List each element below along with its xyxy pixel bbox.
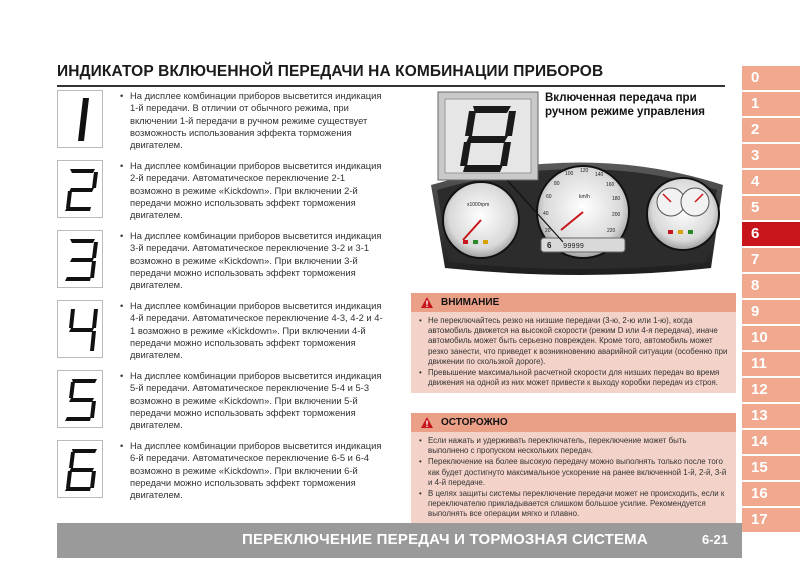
gear-row-3 xyxy=(57,230,387,296)
gear-digit-5-display xyxy=(57,370,103,428)
footer-section-title: ПЕРЕКЛЮЧЕНИЕ ПЕРЕДАЧ И ТОРМОЗНАЯ СИСТЕМА xyxy=(242,531,648,548)
gear-digit-1-display xyxy=(57,90,103,148)
speed-tick: 140 xyxy=(595,172,604,178)
chapter-tab-7[interactable]: 7 xyxy=(742,248,800,272)
chapter-tab-16[interactable]: 16 xyxy=(742,482,800,506)
title-divider xyxy=(57,85,725,87)
speed-tick: 20 xyxy=(545,228,551,234)
warning-box xyxy=(411,293,736,393)
gear-digit-4-display xyxy=(57,300,103,358)
speed-tick: 40 xyxy=(543,211,549,217)
gear-3-description: • На дисплее комбинации приборов высветится индикация 3-й передачи. Автоматическое переключение 3-2 и 3-1 возможно в режиме «Kickdown». При включении 3-й передачи можно использовать эффект торможения двигателем. xyxy=(120,230,385,291)
chapter-tab-14[interactable]: 14 xyxy=(742,430,800,454)
gear-digit-3-display xyxy=(57,230,103,288)
speed-tick: 120 xyxy=(580,168,589,174)
chapter-tab-13[interactable]: 13 xyxy=(742,404,800,428)
gear-row-6 xyxy=(57,440,387,506)
tacho-label: x1000rpm xyxy=(467,202,490,208)
caution-item: • В целях защиты системы переключение передачи может не происходить, если к переключателю прикладывается слишком большое усилие. Рекомендуется выполнять все операции мягко и плавно. xyxy=(419,489,728,520)
dashboard-caption: Включенная передача при ручном режиме управления xyxy=(545,92,706,118)
gear-2-description: • На дисплее комбинации приборов высветится индикация 2-й передачи. Автоматическое переключение 2-1 возможно в режиме «Kickdown». При включении 2-й передачи можно использовать эффект торможения двигателем. xyxy=(120,160,385,221)
chapter-tab-11[interactable]: 11 xyxy=(742,352,800,376)
lcd-odometer: 99999 xyxy=(563,243,585,251)
chapter-tab-2[interactable]: 2 xyxy=(742,118,800,142)
speed-unit: km/h xyxy=(579,194,590,200)
warning-triangle-icon xyxy=(420,296,434,309)
speed-tick: 200 xyxy=(612,212,621,218)
gear-row-1 xyxy=(57,90,387,156)
gear-row-4 xyxy=(57,300,387,366)
speed-tick: 100 xyxy=(565,171,574,177)
chapter-tab-12[interactable]: 12 xyxy=(742,378,800,402)
warning-header xyxy=(411,293,736,312)
page-title: ИНДИКАТОР ВКЛЮЧЕННОЙ ПЕРЕДАЧИ НА КОМБИНАЦИИ ПРИБОРОВ xyxy=(57,63,604,80)
speed-tick: 220 xyxy=(607,228,616,234)
warning-item: • Не переключайтесь резко на низшие передачи (3-ю, 2-ю или 1-ю), когда автомобиль движется на высокой скорости (режим D или 4-я передача), иначе автомобиль может быть серьезно поврежден. Кроме того, автомобиль может резко занести, что приведет к возникновению аварийной ситуации (особенно при движении по скользкой дороге). xyxy=(419,316,728,367)
chapter-tab-1[interactable]: 1 xyxy=(742,92,800,116)
gear-row-5 xyxy=(57,370,387,436)
gear-4-description: • На дисплее комбинации приборов высветится индикация 4-й передачи. Автоматическое переключение 4-3, 4-2 и 4-1 возможно в режиме «Kickdown». При включении 4-й передачи можно использовать эффект торможения двигателем. xyxy=(120,300,385,361)
caution-item: • Переключение на более высокую передачу можно выполнять только после того как будет достигнуто максимальное ускорение на ранее включенной 1-й, 2-й, 3-й и 4-й передаче. xyxy=(419,457,728,488)
caution-header xyxy=(411,413,736,432)
gear-digit-2-display xyxy=(57,160,103,218)
instrument-cluster-illustration xyxy=(423,90,743,290)
warning-item: • Превышение максимальной расчетной скорости для низших передач во время движения на одной из них может привести к выходу коробки передач из строя. xyxy=(419,368,728,388)
caution-triangle-icon xyxy=(420,416,434,429)
chapter-tab-5[interactable]: 5 xyxy=(742,196,800,220)
speed-tick: 180 xyxy=(612,196,621,202)
caution-item: • Если нажать и удерживать переключатель, переключение может быть выполнено с пропуском нескольких передач. xyxy=(419,436,728,456)
chapter-tab-10[interactable]: 10 xyxy=(742,326,800,350)
warning-heading: ВНИМАНИЕ xyxy=(441,297,500,308)
caution-box xyxy=(411,413,736,525)
gear-digit-6-display xyxy=(57,440,103,498)
speed-tick: 160 xyxy=(606,182,615,188)
chapter-tab-8[interactable]: 8 xyxy=(742,274,800,298)
chapter-tab-0[interactable]: 0 xyxy=(742,66,800,90)
page-footer xyxy=(57,523,742,558)
chapter-tab-4[interactable]: 4 xyxy=(742,170,800,194)
gear-5-description: • На дисплее комбинации приборов высветится индикация 5-й передачи. Автоматическое переключение 5-4 и 5-3 возможно в режиме «Kickdown». При включении 5-й передачи можно использовать эффект торможения двигателем. xyxy=(120,370,385,431)
speed-tick: 60 xyxy=(546,194,552,200)
gear-row-2 xyxy=(57,160,387,226)
speed-tick: 80 xyxy=(554,181,560,187)
page-number: 6-21 xyxy=(702,532,729,547)
lcd-gear-readout: 6 xyxy=(547,241,552,250)
gear-6-description: • На дисплее комбинации приборов высветится индикация 6-й передачи. Автоматическое переключение 6-5 и 6-4 возможно в режиме «Kickdown». При включении 6-й передачи можно использовать эффект торможения двигателем. xyxy=(120,440,385,501)
chapter-tab-17[interactable]: 17 xyxy=(742,508,800,532)
gear-1-description: • На дисплее комбинации приборов высветится индикация 1-й передачи. В отличии от обычного режима, при включении 1-й передачи в ручном режиме существует возможность использования эффекта торможения двигателем. xyxy=(120,90,385,151)
chapter-tab-15[interactable]: 15 xyxy=(742,456,800,480)
chapter-tab-9[interactable]: 9 xyxy=(742,300,800,324)
caution-heading: ОСТОРОЖНО xyxy=(441,417,508,428)
chapter-tabs xyxy=(742,66,800,534)
chapter-tab-6[interactable]: 6 xyxy=(742,222,800,246)
chapter-tab-3[interactable]: 3 xyxy=(742,144,800,168)
